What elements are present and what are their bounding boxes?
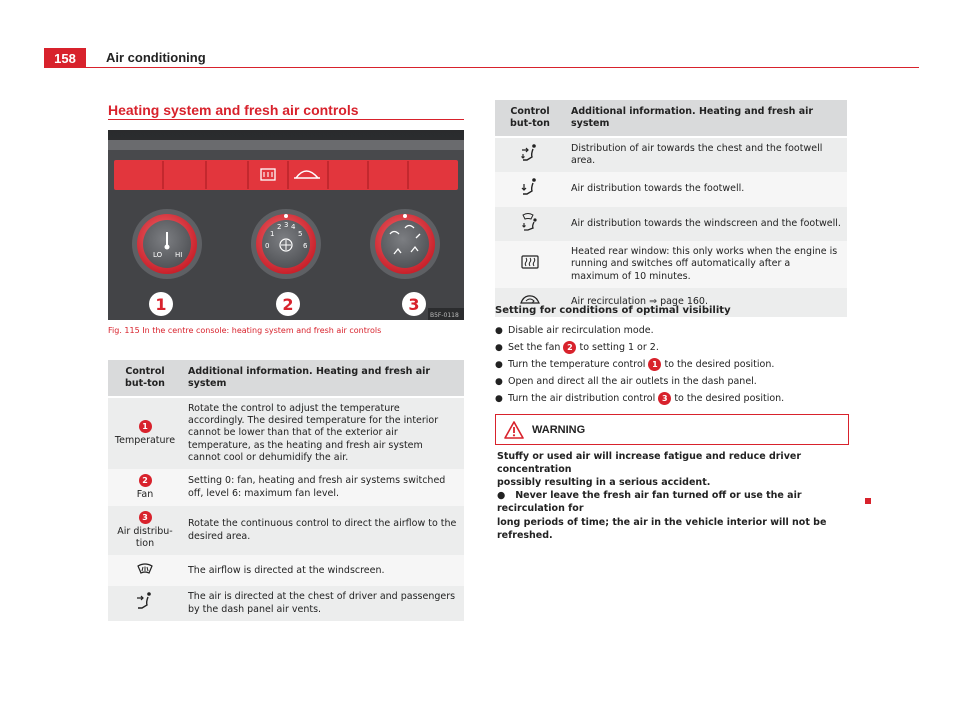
warning-bullet-text: Never leave the fresh air fan turned off or use the air recirculation for: [497, 490, 802, 515]
table-row: [108, 469, 464, 506]
visibility-list: [495, 322, 784, 407]
control-badge: 3: [139, 511, 152, 524]
table-row: [495, 207, 847, 241]
section-title: Heating system and fresh air controls: [108, 102, 359, 118]
table-row: [495, 241, 847, 288]
warning-triangle-icon: [504, 421, 524, 439]
footwell-icon: [520, 177, 540, 197]
figure-code: B5F-0118: [430, 312, 459, 319]
control-cell: [108, 586, 182, 621]
windscreen-icon: [136, 562, 154, 576]
control-panel-figure: [108, 130, 464, 320]
warning-text-line: possibly resulting in a serious accident.: [497, 477, 711, 489]
row-description: Air distribution towards the windscreen and the footwell.: [565, 207, 847, 241]
bullet-icon: ●: [495, 342, 503, 353]
callout-3: 3: [408, 295, 420, 314]
left-controls-table: [108, 360, 464, 621]
warning-text-line: long periods of time; the air in the vehicle interior will not be refreshed.: [497, 516, 827, 541]
item-text-after: to the desired position.: [674, 393, 785, 404]
warning-text-line: Stuffy or used air will increase fatigue and reduce driver concentration: [497, 451, 802, 476]
figure-caption: Fig. 115 In the centre console: heating system and fresh air controls: [108, 326, 382, 335]
section-rule: [108, 119, 464, 120]
control-badge: 1: [648, 358, 661, 371]
control-name: Fan: [136, 488, 154, 500]
header-control-button: Control but-ton: [108, 360, 182, 397]
control-cell: [495, 207, 565, 241]
header-control-button: Control but-ton: [495, 100, 565, 137]
callout-2: 2: [282, 295, 294, 314]
control-badge: 2: [139, 474, 152, 487]
item-text-after: to the desired position.: [664, 359, 775, 370]
rear-window-heating-icon: [520, 254, 540, 270]
control-cell: [495, 241, 565, 288]
bullet-icon: ●: [495, 359, 503, 370]
chest-footwell-icon: [520, 143, 540, 163]
fan-scale-0: 0: [265, 242, 270, 250]
table-row: [108, 397, 464, 470]
right-controls-table: [495, 100, 847, 317]
control-badge: 2: [563, 341, 576, 354]
item-text: Open and direct all the air outlets in the dash panel.: [508, 376, 757, 387]
table-row: [108, 506, 464, 555]
row-description: The airflow is directed at the windscreen.: [182, 555, 464, 586]
control-cell: [108, 469, 182, 506]
fan-scale-1: 1: [270, 230, 275, 238]
section-end-marker: [865, 498, 871, 504]
warning-body: [495, 445, 849, 542]
warning-title: WARNING: [532, 423, 586, 436]
list-item: [495, 339, 784, 356]
control-cell: [108, 555, 182, 586]
row-description: Setting 0: fan, heating and fresh air systems switched off, level 6: maximum fan level.: [182, 469, 464, 506]
bullet-icon: ●: [495, 376, 503, 387]
row-description: Rotate the continuous control to direct the airflow to the desired area.: [182, 506, 464, 555]
list-item: [495, 373, 784, 390]
control-cell: [108, 506, 182, 555]
warning-box: [495, 414, 849, 541]
fan-scale-2: 2: [277, 223, 282, 231]
control-name: Temperature: [114, 434, 176, 446]
visibility-title: Setting for conditions of optimal visibility: [495, 305, 731, 316]
bullet-icon: ●: [497, 490, 516, 502]
header-rule: [86, 67, 919, 68]
page-number: 158: [44, 48, 86, 68]
windscreen-footwell-icon: [520, 212, 540, 232]
header-additional-info: Additional information. Heating and fresh air system: [182, 360, 464, 397]
warning-bullet-line: [497, 489, 847, 515]
bullet-icon: ●: [495, 393, 503, 404]
fan-scale-5: 5: [298, 230, 303, 238]
fan-scale-4: 4: [291, 223, 296, 231]
table-header-row: [495, 100, 847, 137]
table-row: [108, 555, 464, 586]
table-row: [108, 586, 464, 621]
knob-hi-label: HI: [175, 251, 183, 259]
fan-scale-6: 6: [303, 242, 308, 250]
control-badge: 1: [139, 420, 152, 433]
item-text: Turn the temperature control: [508, 359, 646, 370]
row-description: Air distribution towards the footwell.: [565, 172, 847, 206]
chapter-title: Air conditioning: [106, 50, 206, 65]
fan-scale-3: 3: [284, 221, 289, 229]
row-description: Air recirculation ⇒ page 160.: [565, 288, 847, 317]
list-item: [495, 322, 784, 339]
control-cell: [108, 397, 182, 470]
control-cell: [495, 172, 565, 206]
item-text: Set the fan: [508, 342, 561, 353]
list-item: [495, 390, 784, 407]
item-text: Disable air recirculation mode.: [508, 325, 654, 336]
control-name: Air distribu-tion: [117, 525, 173, 549]
bullet-icon: ●: [495, 325, 503, 336]
table-row: [495, 137, 847, 173]
knob-lo-label: LO: [153, 251, 163, 259]
table-header-row: [108, 360, 464, 397]
row-description: Heated rear window: this only works when the engine is running and switches off automatically after a maximum of 10 minutes.: [565, 241, 847, 288]
row-description: The air is directed at the chest of driver and passengers by the dash panel air vents.: [182, 586, 464, 621]
chest-airflow-icon: [135, 591, 155, 611]
control-cell: [495, 137, 565, 173]
item-text-after: to setting 1 or 2.: [579, 342, 659, 353]
control-badge: 3: [658, 392, 671, 405]
row-description: Distribution of air towards the chest and the footwell area.: [565, 137, 847, 173]
header-additional-info: Additional information. Heating and fresh air system: [565, 100, 847, 137]
callout-1: 1: [155, 295, 167, 314]
list-item: [495, 356, 784, 373]
warning-header: [495, 414, 849, 445]
table-row: [495, 172, 847, 206]
item-text: Turn the air distribution control: [508, 393, 656, 404]
row-description: Rotate the control to adjust the temperature accordingly. The desired temperature for the interior cannot be lower than that of the exterior air temperature, as the heating and fresh air system cannot cool or dehumidify the air.: [182, 397, 464, 470]
